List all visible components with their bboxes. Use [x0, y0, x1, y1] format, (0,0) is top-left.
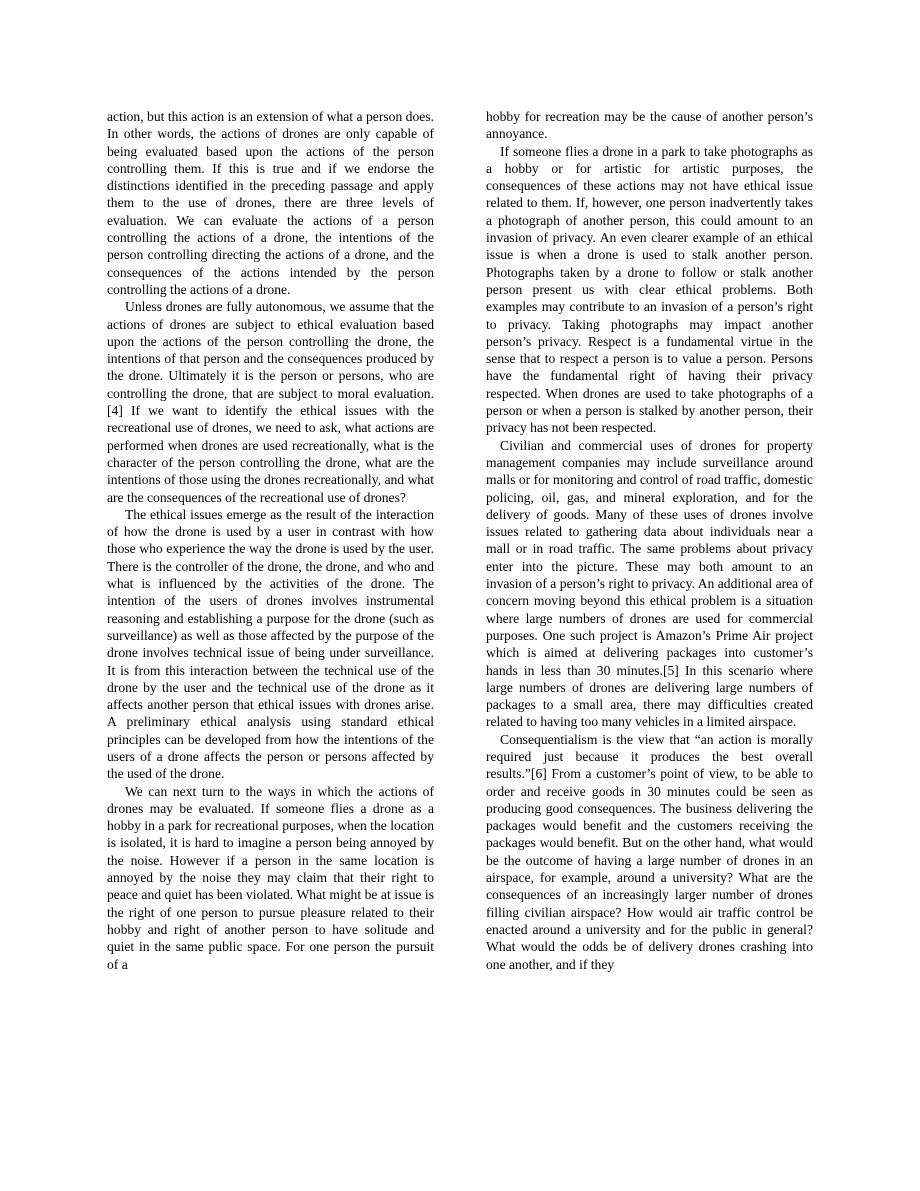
right-column: [486, 108, 813, 973]
paragraph: hobby for recreation may be the cause of another person’s annoyance.: [486, 109, 813, 142]
paragraph: Civilian and commercial uses of drones for property management companies may include surveillance around malls or for monitoring and control of road traffic, domestic policing, oil, gas, and mineral exploration, and for the delivery of goods. Many of these uses of drones involve issues related to gathering data about individuals near a mall or in road traffic. The same problems about privacy enter into the picture. These may both amount to an invasion of a person’s right to privacy. An additional area of concern moving beyond this ethical problem is a situation where large numbers of drones are used for commercial purposes. One such project is Amazon’s Prime Air project which is aimed at delivering packages into customer’s hands in less than 30 minutes.[5] In this scenario where large numbers of drones are delivering large numbers of packages to a small area, there may difficulties created related to having too many vehicles in a limited airspace.: [486, 437, 813, 730]
paragraph: The ethical issues emerge as the result of the interaction of how the drone is used by a user in contrast with how those who experience the way the drone is used by the user. There is the controller of the drone, the drone, and who and what is influenced by the activities of the drone. The intention of the users of drones involves instrumental reasoning and establishing a purpose for the drone (such as surveillance) as well as those affected by the purpose of the drone involves technical issue of being under surveillance. It is from this interaction between the technical use of the drone by the user and the technical use of the drone as it affects another person that ethical issues with drones arise. A preliminary ethical analysis using standard ethical principles can be developed from how the intentions of the users of a drone affects the person or persons affected by the used of the drone.: [107, 506, 434, 782]
paragraph: Consequentialism is the view that “an action is morally required just because it produces the best overall results.”[6] From a customer’s point of view, to be able to order and receive goods in 30 minutes could be seen as producing good consequences. The business delivering the packages would benefit and the customers receiving the packages would benefit. But on the other hand, what would be the outcome of having a large number of drones in an airspace, for example, around a university? What are the consequences of an increasingly larger number of drones filling civilian airspace? How would air traffic control be enacted around a university and for the public in general? What would the odds be of delivery drones crashing into one another, and if they: [486, 731, 813, 972]
left-column: [107, 108, 434, 973]
paragraph: We can next turn to the ways in which the actions of drones may be evaluated. If someone flies a drone as a hobby in a park for recreational purposes, when the location is isolated, it is hard to imagine a person being annoyed by the noise. However if a person in the same location is annoyed by the noise they may claim that their right to peace and quiet has been violated. What might be at issue is the right of one person to pursue pleasure related to their hobby and right of another person to have solitude and quiet in the same public space. For one person the pursuit of a: [107, 783, 434, 972]
paragraph: If someone flies a drone in a park to take photographs as a hobby or for artistic for artistic purposes, the consequences of these actions may not have ethical issue related to them. If, however, one person inadvertently takes a photograph of another person, this could amount to an invasion of privacy. An even clearer example of an ethical issue is when a drone is used to stalk another person. Photographs taken by a drone to follow or stalk another person present us with clear ethical problems. Both examples may contribute to an invasion of a person’s right to privacy. Taking photographs may impact another person’s privacy. Respect is a fundamental virtue in the sense that to respect a person is to value a person. Persons have the fundamental right of having their privacy respected. When drones are used to take photographs of a person or when a person is stalked by another person, their privacy has not been respected.: [486, 143, 813, 436]
paragraph: Unless drones are fully autonomous, we assume that the actions of drones are subject to ethical evaluation based upon the actions of the person controlling the drone, the intentions of that person and the consequences produced by the drone. Ultimately it is the person or persons, who are controlling the drone, that are subject to moral evaluation.[4] If we want to identify the ethical issues with the recreational use of drones, we need to ask, what actions are performed when drones are used recreationally, what is the character of the person controlling the drone, what are the intentions of those using the drones recreationally, and what are the consequences of the recreational use of drones?: [107, 299, 434, 505]
paragraph: action, but this action is an extension of what a person does. In other words, the actions of drones are only capable of being evaluated based upon the actions of the person controlling them. If this is true and if we endorse the distinctions identified in the preceding passage and apply them to the use of drones, there are three levels of evaluation. We can evaluate the actions of a person controlling the actions of a drone, the intentions of the person controlling directing the actions of a drone, and the consequences of the actions intended by the person controlling the actions of a drone.: [107, 109, 434, 297]
